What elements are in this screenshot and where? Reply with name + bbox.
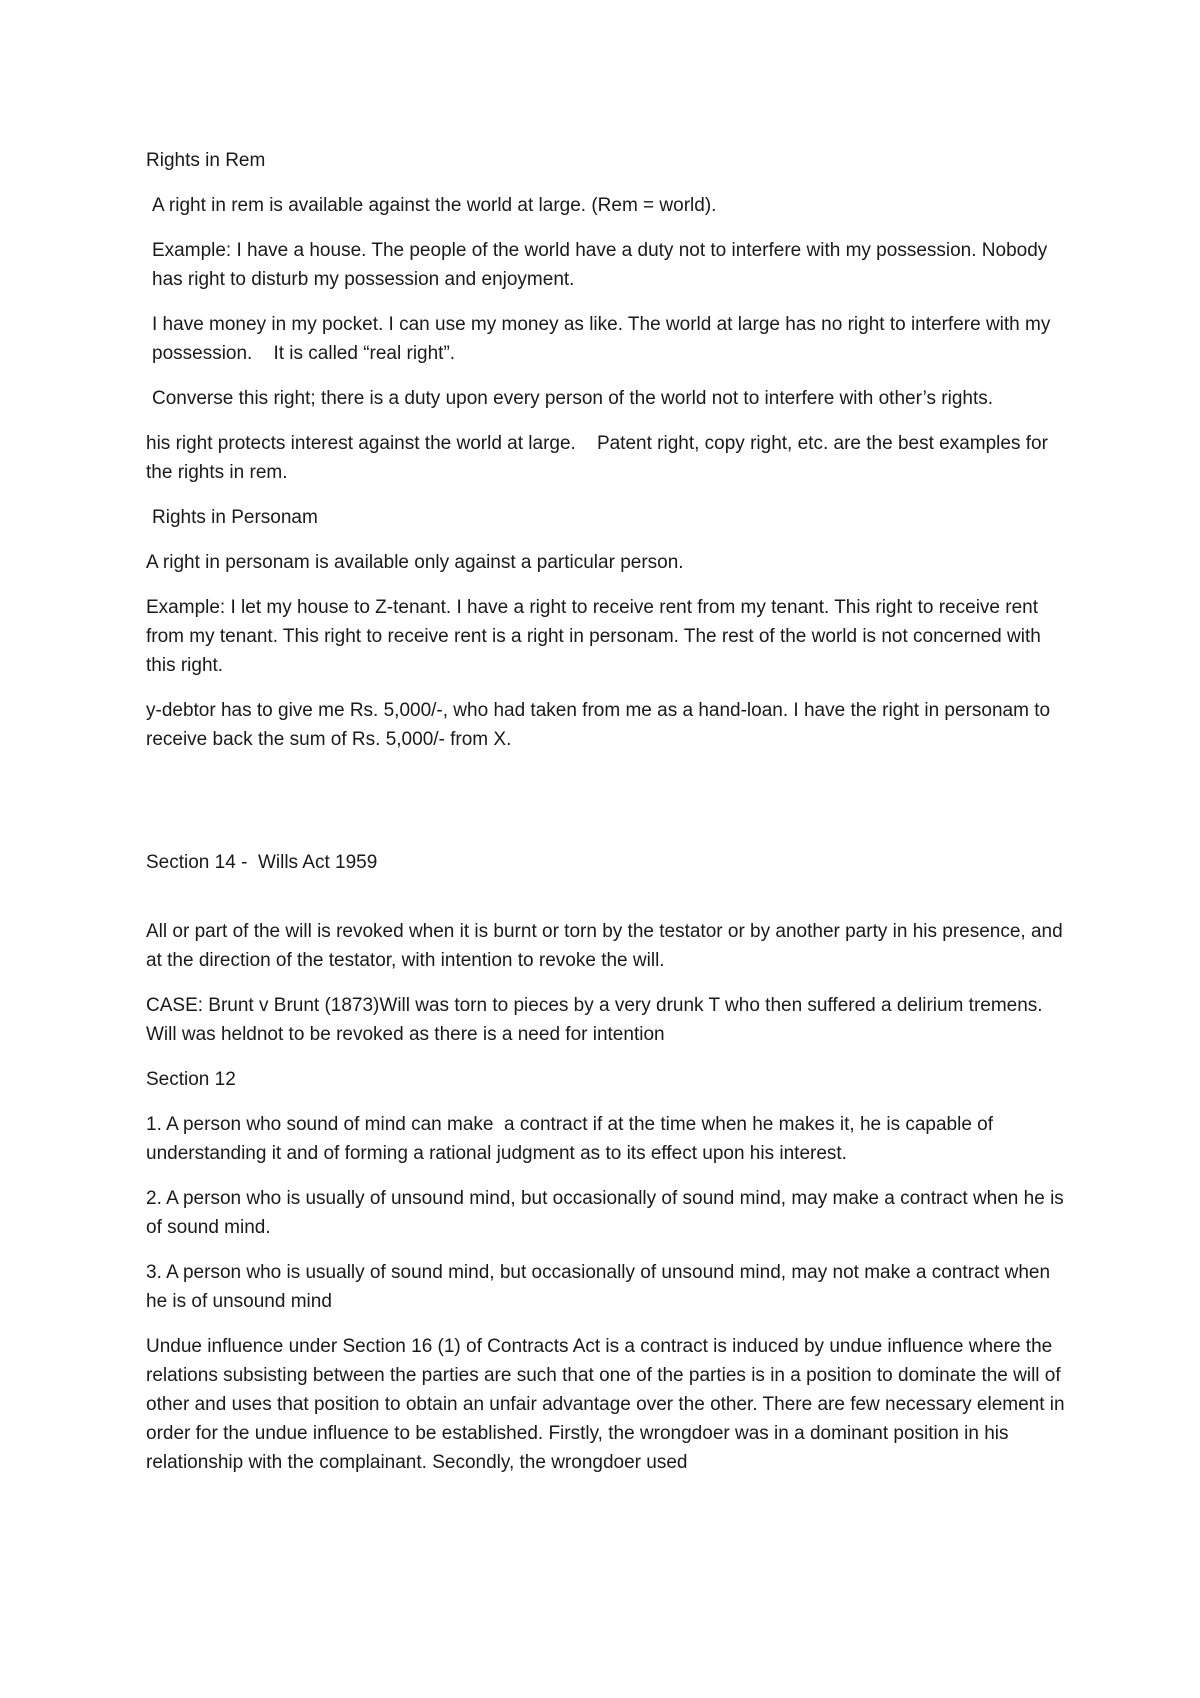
paragraph: I have money in my pocket. I can use my money as like. The world at large has no right to interfere with my possession. It is called “real right”. [152, 314, 1056, 364]
paragraph: his right protects interest against the world at large. Patent right, copy right, etc. are the best examples for the rights in rem. [146, 433, 1054, 483]
paragraph-undue-influence: Undue influence under Section 16 (1) of Contracts Act is a contract is induced by undue influence where the relations subsisting between the parties are such that one of the parties is in a position to dominate the will of other and uses that position to obtain an unfair advantage over the other. There are few necessary element in order for the undue influence to be established. Firstly, the wrongdoer was in a dominant position in his relationship with the complainant. Secondly, the wrongdoer used [146, 1336, 1065, 1473]
heading-rights-in-rem: Rights in Rem [146, 150, 266, 171]
heading-rights-in-personam: Rights in Personam [152, 507, 318, 528]
paragraph: All or part of the will is revoked when it is burnt or torn by the testator or by another party in his presence, and at the direction of the testator, with intention to revoke the will. [146, 921, 1063, 971]
paragraph: Converse this right; there is a duty upon every person of the world not to interfere with other’s rights. [152, 388, 994, 409]
list-item: 3. A person who is usually of sound mind, but occasionally of unsound mind, may not make a contract when he is of unsound mind [146, 1262, 1051, 1312]
heading-section-12: Section 12 [146, 1069, 236, 1090]
paragraph: Example: I let my house to Z-tenant. I have a right to receive rent from my tenant. This right to receive rent from my tenant. This right to receive rent is a right in personam. The rest of the world is not concerned with this right. [146, 597, 1041, 676]
list-item: 2. A person who is usually of unsound mind, but occasionally of sound mind, may make a contract when he is of sound mind. [146, 1188, 1064, 1238]
document-body [146, 146, 1066, 1493]
paragraph: A right in personam is available only against a particular person. [146, 552, 684, 573]
paragraph: y-debtor has to give me Rs. 5,000/-, who had taken from me as a hand-loan. I have the right in personam to receive back the sum of Rs. 5,000/- from X. [146, 700, 1051, 750]
paragraph: CASE: Brunt v Brunt (1873)Will was torn to pieces by a very drunk T who then suffered a delirium tremens. Will was heldnot to be revoked as there is a need for intention [146, 995, 1043, 1045]
paragraph: A right in rem is available against the world at large. (Rem = world). [152, 195, 717, 216]
paragraph: Example: I have a house. The people of the world have a duty not to interfere with my possession. Nobody has right to disturb my possession and enjoyment. [152, 240, 1048, 290]
heading-section-14: Section 14 - Wills Act 1959 [146, 852, 378, 873]
list-item: 1. A person who sound of mind can make a contract if at the time when he makes it, he is capable of understanding it and of forming a rational judgment as to its effect upon his interest. [146, 1114, 999, 1164]
